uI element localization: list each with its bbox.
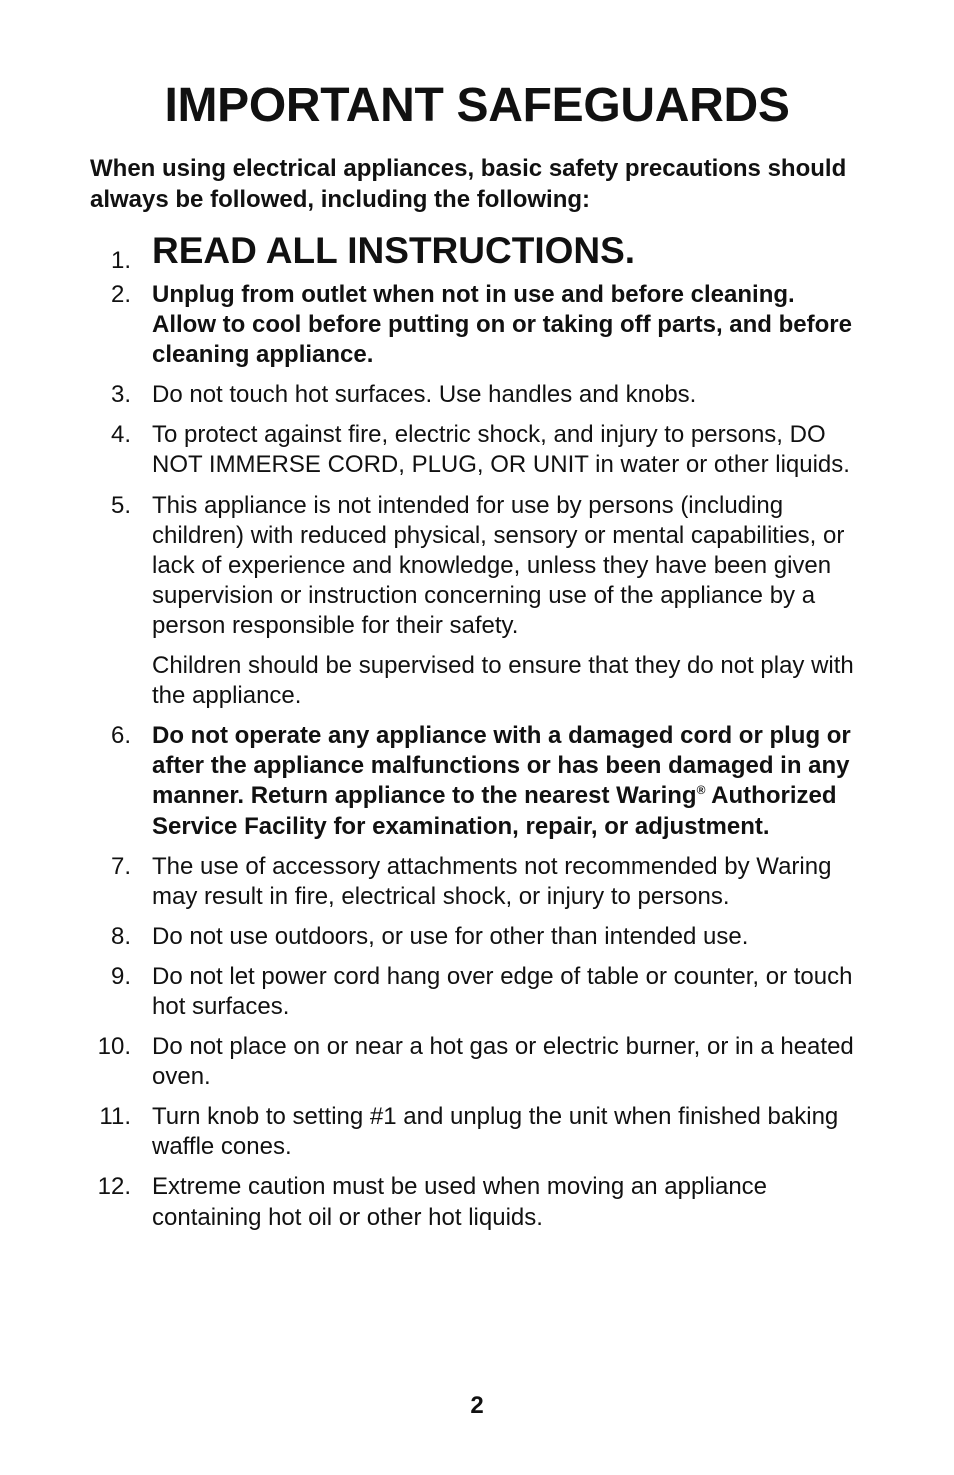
item-number: 2. (110, 281, 131, 308)
list-item (0, 420, 954, 480)
item-text: Do not touch hot surfaces. Use handles and knobs. (152, 381, 697, 409)
item-text: Extreme caution must be used when moving an appliance containing hot oil or other hot liquids. (152, 1173, 768, 1231)
list-item (0, 1102, 954, 1162)
item-number: 6. (110, 722, 131, 750)
item-text: Do not use outdoors, or use for other than intended use. (152, 922, 749, 950)
item-number: 12. (97, 1173, 131, 1201)
list-item (0, 280, 954, 370)
list-item (0, 721, 954, 841)
item-text-part: Authorized Service Facility for examination, repair, or adjustment. (152, 782, 837, 840)
item-text: The use of accessory attachments not recommended by Waring may result in fire, electrical shock, or injury to persons. (152, 852, 832, 910)
item-number: 9. (110, 962, 131, 990)
item-text: Do not place on or near a hot gas or electric burner, or in a heated oven. (152, 1033, 854, 1091)
page-number: 2 (470, 1392, 484, 1419)
item-number: 8. (110, 922, 131, 950)
item-number: 5. (110, 491, 131, 519)
list-item (0, 380, 954, 410)
list-item (0, 228, 954, 274)
list-item (0, 491, 954, 712)
item-number: 1. (110, 247, 131, 274)
item-number: 4. (110, 421, 131, 449)
item-subtext: Children should be supervised to ensure that they do not play with the appliance. (152, 652, 854, 710)
registered-mark: ® (696, 783, 706, 798)
list-item (0, 922, 954, 952)
intro-text: When using electrical appliances, basic safety precautions should always be followed, including the following: (90, 155, 847, 213)
list-item (0, 1032, 954, 1092)
item-text-part: Do not operate any appliance with a damaged cord or plug or after the appliance malfunctions or has been damaged in any manner. Return appliance to the nearest Waring (152, 722, 851, 810)
page-title: IMPORTANT SAFEGUARDS (164, 79, 790, 132)
list-item (0, 852, 954, 912)
list-item (0, 1172, 954, 1232)
item-number: 3. (110, 381, 131, 409)
safeguards-list (0, 228, 954, 1243)
item-text: Turn knob to setting #1 and unplug the unit when finished baking waffle cones. (152, 1103, 839, 1161)
item-text (152, 721, 864, 841)
item-number: 10. (97, 1033, 131, 1061)
item-text: This appliance is not intended for use by persons (including children) with reduced physical, sensory or mental capabilities, or lack of experience and knowledge, unless they have been given supervision or instruction concerning use of the appliance by a person responsible for their safety. (152, 491, 845, 639)
item-number: 11. (99, 1103, 131, 1131)
item-text: READ ALL INSTRUCTIONS. (152, 230, 636, 271)
list-item (0, 962, 954, 1022)
item-text: Do not let power cord hang over edge of table or counter, or touch hot surfaces. (152, 962, 853, 1020)
item-text: To protect against fire, electric shock, and injury to persons, DO NOT IMMERSE CORD, PLUG, OR UNIT in water or other liquids. (152, 421, 850, 479)
item-number: 7. (110, 852, 131, 880)
item-text: Unplug from outlet when not in use and before cleaning. Allow to cool before putting on or taking off parts, and before cleaning appliance. (152, 281, 852, 369)
